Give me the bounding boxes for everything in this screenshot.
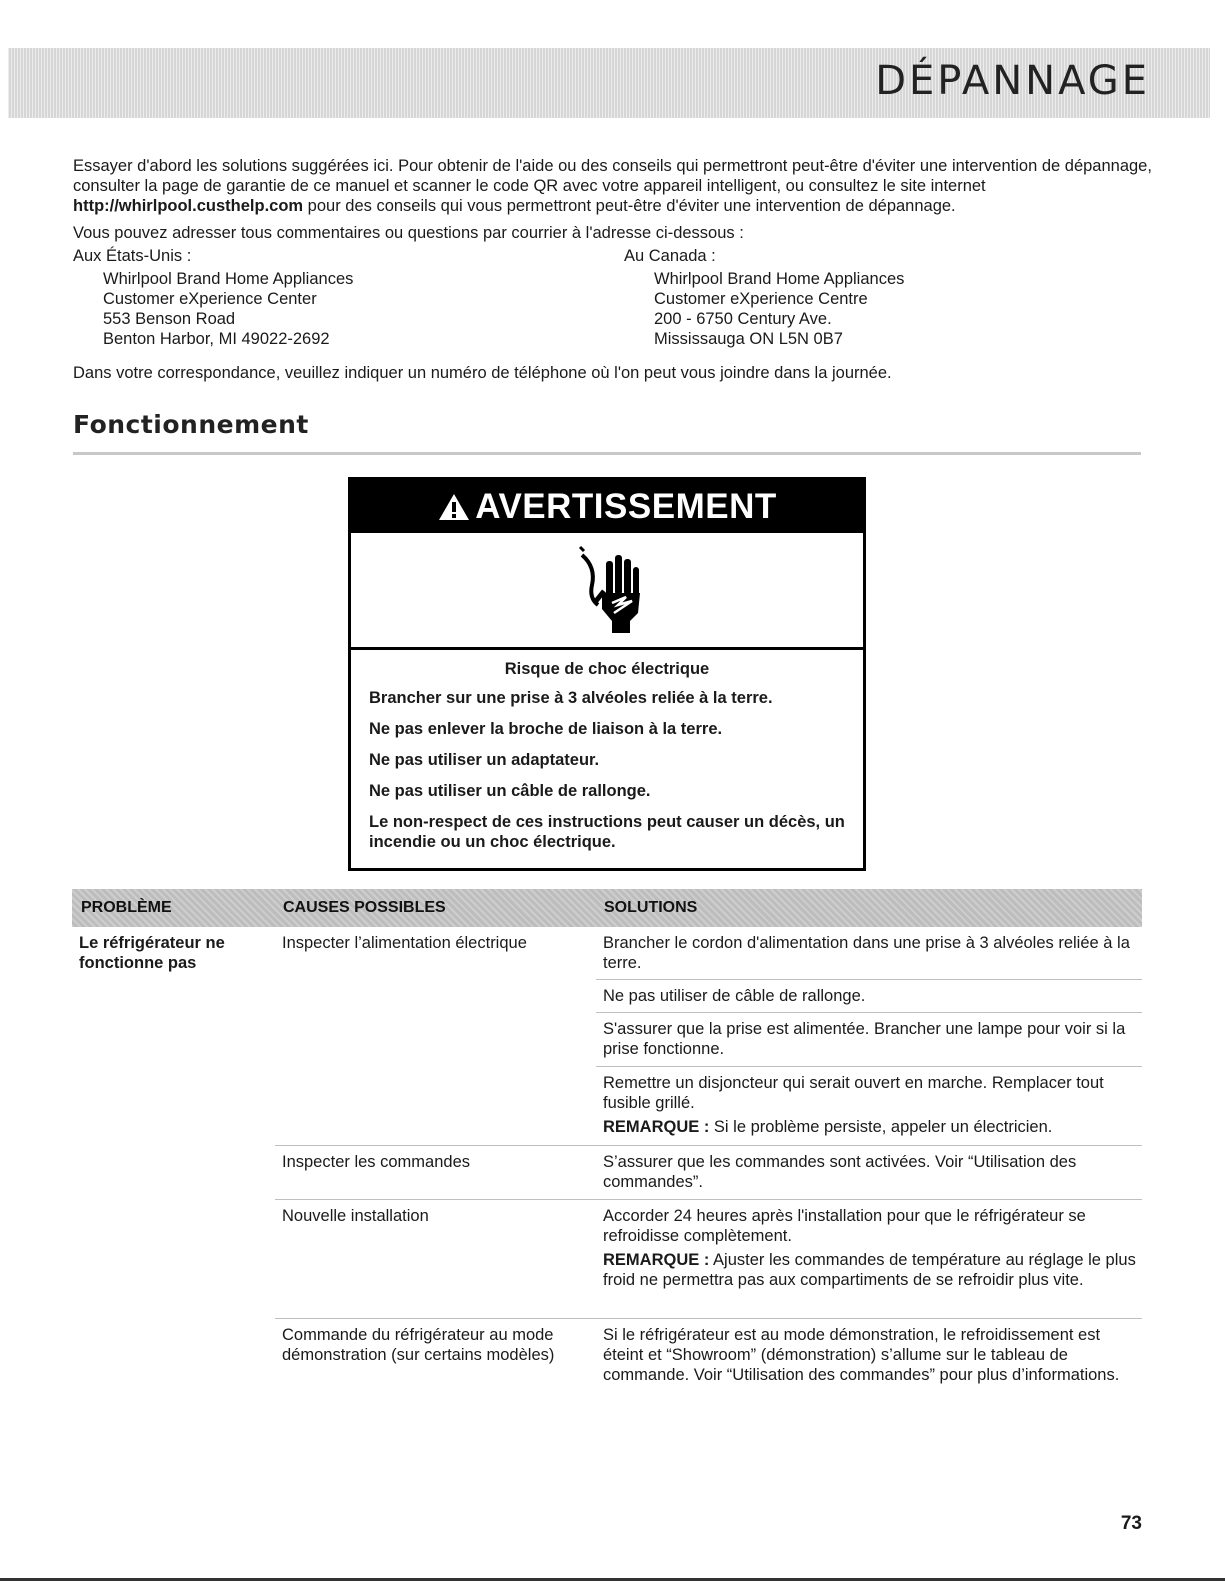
solution-cell: S’assurer que les commandes sont activées. Voir “Utilisation des commandes”. [603, 1153, 1077, 1191]
address-canada [624, 246, 904, 349]
column-header-solutions: SOLUTIONS [604, 899, 698, 916]
solution-cell [603, 1206, 1138, 1290]
column-header-problem: PROBLÈME [81, 899, 172, 916]
address-line: 200 - 6750 Century Ave. [654, 310, 832, 328]
warning-header [351, 480, 863, 533]
row-divider [596, 1066, 1142, 1067]
note-text: Ajuster les commandes de température au réglage le plus froid ne permettra pas aux compartiments de se refroidir plus vite. [603, 1251, 1136, 1289]
correspondence-note: Dans votre correspondance, veuillez indiquer un numéro de téléphone où l'on peut vous joindre dans la journée. [73, 364, 892, 382]
cause-cell: Inspecter l’alimentation électrique [282, 934, 527, 952]
warning-line: Le non-respect de ces instructions peut causer un décès, un incendie ou un choc électrique. [369, 813, 845, 851]
warning-triangle-icon [437, 492, 471, 522]
section-divider [73, 452, 1141, 455]
section-title: Fonctionnement [73, 410, 309, 439]
address-line: Whirlpool Brand Home Appliances [654, 270, 905, 288]
solution-cell: Brancher le cordon d'alimentation dans une prise à 3 alvéoles reliée à la terre. [603, 934, 1130, 972]
warning-line: Ne pas utiliser un adaptateur. [369, 751, 600, 769]
problem-cell: Le réfrigérateur ne fonctionne pas [79, 934, 225, 972]
warning-line: Brancher sur une prise à 3 alvéoles reliée à la terre. [369, 689, 773, 707]
warning-icon-area [351, 533, 863, 650]
address-us [73, 246, 353, 349]
cause-cell: Commande du réfrigérateur au mode démonstration (sur certains modèles) [282, 1326, 555, 1364]
note-label: REMARQUE : [603, 1251, 710, 1269]
solution-note [603, 1117, 1138, 1137]
address-ca-heading: Au Canada : [624, 247, 716, 265]
address-line: 553 Benson Road [103, 310, 236, 328]
row-divider [275, 1318, 1142, 1319]
address-line: Customer eXperience Centre [654, 290, 868, 308]
address-us-heading: Aux États-Unis : [73, 247, 192, 265]
intro-text-after: pour des conseils qui vous permettront peut-être d'éviter une intervention de dépannage. [303, 197, 956, 215]
warning-box [348, 477, 866, 871]
note-label: REMARQUE : [603, 1118, 710, 1136]
row-divider [596, 979, 1142, 980]
solution-cell: S'assurer que la prise est alimentée. Brancher une lampe pour voir si la prise fonctionne. [603, 1020, 1126, 1058]
row-divider [275, 1199, 1142, 1200]
page-title: DÉPANNAGE [875, 58, 1150, 104]
warning-line: Ne pas enlever la broche de liaison à la terre. [369, 720, 723, 738]
table-header [72, 889, 1142, 927]
mail-instructions: Vous pouvez adresser tous commentaires ou questions par courrier à l'adresse ci-dessous : [73, 224, 744, 242]
address-line: Mississauga ON L5N 0B7 [654, 330, 843, 348]
solution-text: Accorder 24 heures après l'installation pour que le réfrigérateur se refroidisse complètement. [603, 1207, 1086, 1245]
address-line: Benton Harbor, MI 49022-2692 [103, 330, 330, 348]
solution-note [603, 1250, 1138, 1290]
cause-cell: Inspecter les commandes [282, 1153, 471, 1171]
intro-text-before: Essayer d'abord les solutions suggérées ici. Pour obtenir de l'aide ou des conseils qui permettront peut-être d'éviter une intervention de dépannage, consulter la page de garantie de ce manuel et scanner le code QR avec votre appareil intelligent, ou consultez le site internet [73, 157, 1152, 195]
solution-cell: Ne pas utiliser de câble de rallonge. [603, 987, 866, 1005]
solution-text: Remettre un disjoncteur qui serait ouvert en marche. Remplacer tout fusible grillé. [603, 1074, 1104, 1112]
bottom-divider [0, 1578, 1225, 1581]
note-text: Si le problème persiste, appeler un électricien. [709, 1118, 1053, 1136]
warning-line: Ne pas utiliser un câble de rallonge. [369, 782, 651, 800]
intro-paragraph [73, 156, 1153, 216]
support-url-link[interactable]: http://whirlpool.custhelp.com [73, 197, 304, 215]
cause-cell: Nouvelle installation [282, 1207, 429, 1225]
address-line: Whirlpool Brand Home Appliances [103, 270, 354, 288]
electric-shock-hand-icon [562, 543, 652, 638]
warning-text [351, 650, 863, 852]
warning-risk-title: Risque de choc électrique [504, 660, 710, 678]
page-number: 73 [1120, 1513, 1142, 1534]
header-band [8, 48, 1210, 118]
column-header-causes: CAUSES POSSIBLES [283, 899, 446, 916]
row-divider [596, 1012, 1142, 1013]
solution-cell: Si le réfrigérateur est au mode démonstration, le refroidissement est éteint et “Showroom” (démonstration) s’allume sur le tableau de commande. Voir “Utilisation des commandes” pour plus d’informations. [603, 1326, 1120, 1384]
warning-header-text: AVERTISSEMENT [475, 486, 777, 526]
solution-cell [603, 1073, 1138, 1137]
address-line: Customer eXperience Center [103, 290, 317, 308]
row-divider [275, 1145, 1142, 1146]
